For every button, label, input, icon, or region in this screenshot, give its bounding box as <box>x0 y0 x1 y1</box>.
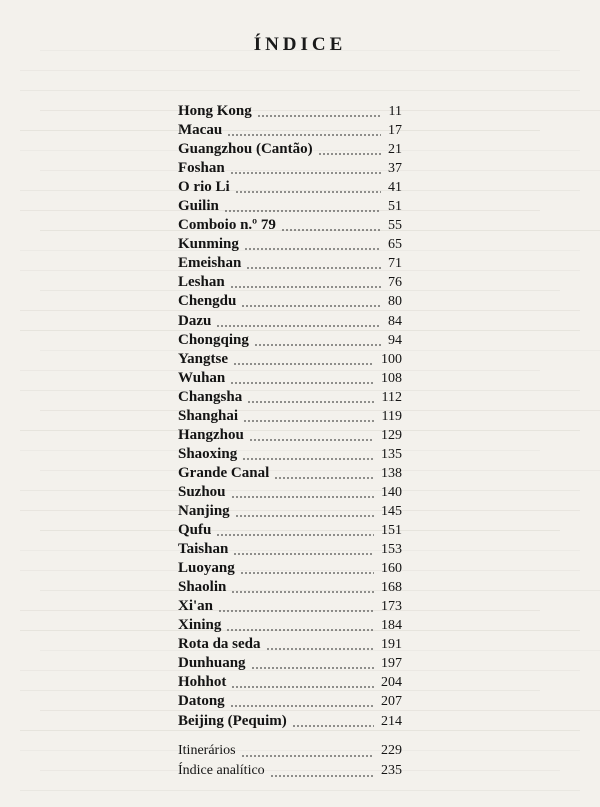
toc-entry[interactable] <box>178 369 402 388</box>
entry-page-number: 108 <box>381 370 402 386</box>
entry-title: Suzhou <box>178 483 226 500</box>
entry-page-number: 184 <box>381 618 402 634</box>
entry-page-number: 145 <box>381 503 402 519</box>
dot-leader <box>227 134 381 136</box>
dot-leader <box>230 382 373 384</box>
entry-page-number: 135 <box>381 446 402 462</box>
dot-leader <box>233 553 373 555</box>
dot-leader <box>251 667 374 669</box>
toc-entry[interactable] <box>178 407 402 426</box>
entry-page-number: 94 <box>388 332 402 348</box>
entry-page-number: 160 <box>381 561 402 577</box>
entry-page-number: 204 <box>381 675 402 691</box>
dot-leader <box>247 401 373 403</box>
entry-title: Comboio n.º 79 <box>178 217 276 234</box>
toc-entry[interactable] <box>178 197 402 216</box>
toc-entry[interactable] <box>178 292 402 311</box>
toc-entry[interactable] <box>178 331 402 350</box>
entry-title: Taishan <box>178 541 229 558</box>
toc-entry[interactable] <box>178 502 402 521</box>
toc-entry[interactable] <box>178 521 402 540</box>
toc-entry[interactable] <box>178 445 402 464</box>
toc-entry[interactable] <box>178 692 402 711</box>
entry-page-number: 168 <box>381 580 402 596</box>
entry-page-number: 229 <box>381 743 402 758</box>
dot-leader <box>242 458 373 460</box>
entry-page-number: 153 <box>381 542 402 558</box>
entry-title: Macau <box>178 122 223 139</box>
bleed-line <box>20 790 580 791</box>
toc-entry[interactable] <box>178 741 402 761</box>
toc-entry[interactable] <box>178 388 402 407</box>
entry-page-number: 65 <box>388 237 402 253</box>
entry-page-number: 51 <box>388 199 402 215</box>
toc-entry[interactable] <box>178 483 402 502</box>
entry-title: Kunming <box>178 236 239 253</box>
dot-leader <box>241 755 374 757</box>
entry-page-number: 173 <box>381 599 402 615</box>
page-title: ÍNDICE <box>253 34 347 55</box>
entry-title: Xining <box>178 617 222 634</box>
toc-entry[interactable] <box>178 140 402 159</box>
entry-title: Dazu <box>178 312 212 329</box>
dot-leader <box>249 439 374 441</box>
dot-leader <box>244 248 381 250</box>
entry-title: Chongqing <box>178 331 249 348</box>
entry-page-number: 129 <box>381 427 402 443</box>
dot-leader <box>218 610 373 612</box>
toc-entry[interactable] <box>178 635 402 654</box>
entry-page-number: 119 <box>381 408 402 424</box>
toc-entry[interactable] <box>178 254 402 273</box>
entry-page-number: 21 <box>388 142 402 158</box>
dot-leader <box>226 629 373 631</box>
entry-title: Guilin <box>178 198 219 215</box>
toc-entry[interactable] <box>178 312 402 331</box>
entry-title: O rio Li <box>178 179 230 196</box>
toc-entry[interactable] <box>178 673 402 692</box>
toc-entry[interactable] <box>178 559 402 578</box>
entry-page-number: 37 <box>388 161 402 177</box>
toc-entry[interactable] <box>178 464 402 483</box>
toc-entry[interactable] <box>178 350 402 369</box>
dot-leader <box>216 534 373 536</box>
toc-entry[interactable] <box>178 178 402 197</box>
toc-entry[interactable] <box>178 654 402 673</box>
entry-title: Wuhan <box>178 369 226 386</box>
entry-title: Xi'an <box>178 598 214 615</box>
entry-page-number: 151 <box>381 523 402 539</box>
entry-page-number: 197 <box>381 656 402 672</box>
entry-page-number: 100 <box>381 351 402 367</box>
dot-leader <box>246 267 381 269</box>
entry-page-number: 84 <box>388 313 402 329</box>
entry-title: Yangtse <box>178 350 229 367</box>
toc-entry[interactable] <box>178 761 402 781</box>
dot-leader <box>241 305 381 307</box>
toc-entry[interactable] <box>178 426 402 445</box>
entry-title: Chengdu <box>178 293 237 310</box>
toc-entry[interactable] <box>178 540 402 559</box>
dot-leader <box>231 496 374 498</box>
entry-title: Itinerários <box>178 743 236 758</box>
toc-entry[interactable] <box>178 712 402 731</box>
entry-page-number: 214 <box>381 713 402 729</box>
entry-page-number: 191 <box>381 637 402 653</box>
entry-title: Nanjing <box>178 502 230 519</box>
dot-leader <box>266 648 374 650</box>
entry-title: Shanghai <box>178 407 239 424</box>
toc-entry[interactable] <box>178 235 402 254</box>
entry-page-number: 235 <box>381 763 402 778</box>
dot-leader <box>230 172 381 174</box>
entry-title: Hong Kong <box>178 103 252 119</box>
entry-title: Hangzhou <box>178 426 244 443</box>
entry-title: Grande Canal <box>178 464 270 481</box>
entry-title: Rota da seda <box>178 636 261 653</box>
dot-leader <box>243 420 373 422</box>
entry-title: Emeishan <box>178 255 242 272</box>
dot-leader <box>230 286 381 288</box>
entry-page-number: 138 <box>381 465 402 481</box>
entry-title: Luoyang <box>178 560 235 577</box>
toc-entry[interactable] <box>178 102 402 121</box>
toc-entry[interactable] <box>178 216 402 235</box>
toc-entry[interactable] <box>178 597 402 616</box>
toc-entry[interactable] <box>178 121 402 140</box>
entry-title: Shaolin <box>178 579 227 596</box>
dot-leader <box>274 477 373 479</box>
entry-page-number: 71 <box>388 256 402 272</box>
dot-leader <box>230 705 374 707</box>
entry-title: Dunhuang <box>178 655 246 672</box>
entry-title: Índice analítico <box>178 763 265 778</box>
entry-title: Datong <box>178 693 225 710</box>
toc-entry[interactable] <box>178 159 402 178</box>
entry-title: Leshan <box>178 274 225 291</box>
entry-title: Beijing (Pequim) <box>178 712 287 729</box>
toc-entry[interactable] <box>178 578 402 597</box>
entry-page-number: 207 <box>381 694 402 710</box>
toc-entry[interactable] <box>178 616 402 635</box>
entry-title: Guangzhou (Cantão) <box>178 141 313 158</box>
toc-entry[interactable] <box>178 273 402 292</box>
entry-page-number: 140 <box>381 484 402 500</box>
entry-title: Hohhot <box>178 674 227 691</box>
entry-page-number: 41 <box>388 180 402 196</box>
entry-page-number: 80 <box>388 294 402 310</box>
entry-page-number: 76 <box>388 275 402 291</box>
entry-title: Qufu <box>178 522 212 539</box>
dot-leader <box>233 363 373 365</box>
entry-page-number: 17 <box>388 123 402 139</box>
contents-list <box>178 102 402 731</box>
bleed-line <box>20 90 580 91</box>
entry-title: Foshan <box>178 160 225 177</box>
bleed-line <box>20 70 580 71</box>
entry-page-number: 55 <box>388 218 402 234</box>
dot-leader <box>231 591 373 593</box>
entry-page-number: 112 <box>381 389 402 405</box>
entry-page-number: 11 <box>388 104 402 119</box>
appendix-list <box>178 741 402 781</box>
dot-leader <box>231 686 373 688</box>
entry-title: Changsha <box>178 388 243 405</box>
entry-title: Shaoxing <box>178 445 238 462</box>
dot-leader <box>216 325 381 327</box>
dot-leader <box>235 191 381 193</box>
dot-leader <box>235 515 374 517</box>
dot-leader <box>240 572 374 574</box>
dot-leader <box>270 775 374 777</box>
dot-leader <box>224 210 381 212</box>
